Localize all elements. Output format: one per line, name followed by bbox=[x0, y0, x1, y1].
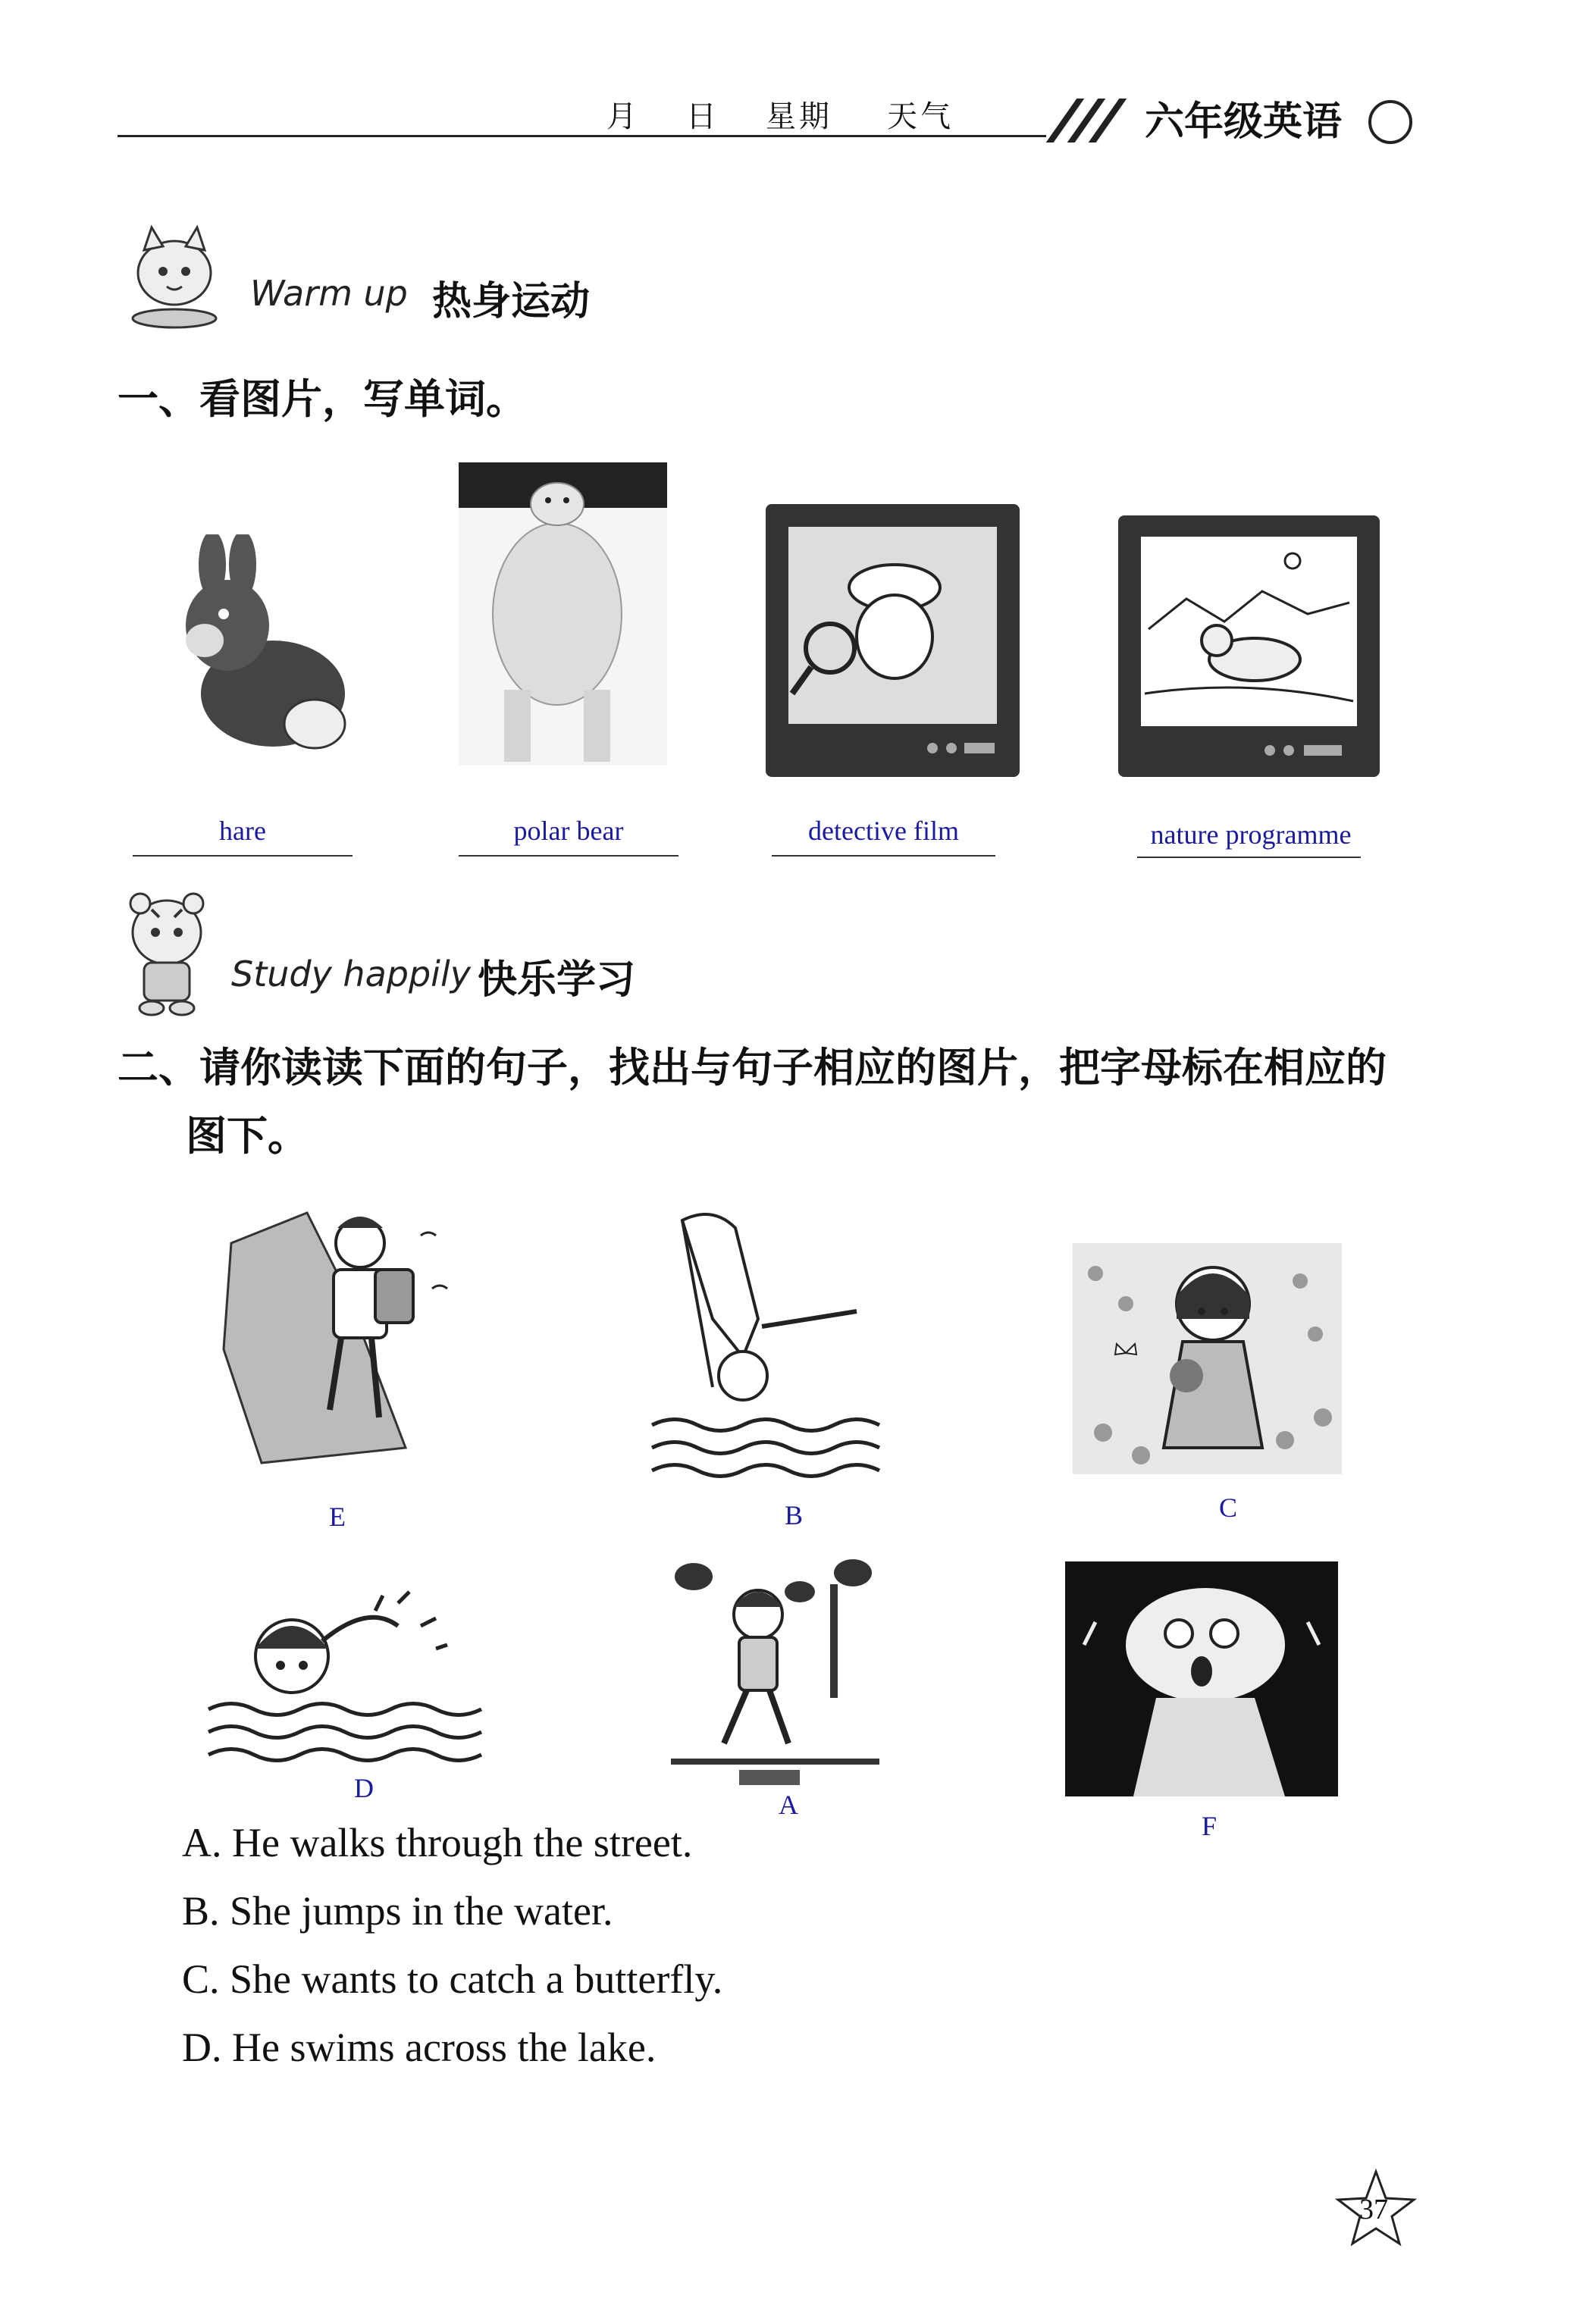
answer-line-1 bbox=[133, 855, 353, 857]
picture-label-2: B bbox=[784, 1500, 803, 1530]
answer-line-2 bbox=[459, 855, 678, 857]
diving-girl-picture bbox=[637, 1205, 895, 1482]
sentence-b: B. She jumps in the water. bbox=[182, 1888, 613, 1934]
walking-boy-picture bbox=[671, 1554, 879, 1789]
page-number: 37 bbox=[1359, 2194, 1388, 2225]
answer-3: detective film bbox=[808, 816, 959, 846]
girl-butterfly-picture bbox=[1073, 1243, 1342, 1474]
cat-mascot-icon bbox=[118, 220, 231, 341]
picture-label-5: A bbox=[779, 1790, 798, 1820]
picture-label-3: C bbox=[1218, 1492, 1237, 1523]
header-month: 月 bbox=[606, 99, 640, 134]
picture-label-4: D bbox=[354, 1773, 374, 1803]
answer-line-3 bbox=[772, 855, 995, 857]
hare-picture bbox=[159, 534, 356, 762]
header-weekday: 星期 bbox=[766, 99, 832, 134]
detective-tv-picture bbox=[766, 504, 1020, 777]
polar-bear-picture bbox=[459, 462, 667, 766]
answer-line-4 bbox=[1137, 857, 1361, 858]
sentence-c: C. She wants to catch a butterfly. bbox=[182, 1956, 723, 2002]
header-weather: 天气 bbox=[887, 99, 954, 134]
header-day: 日 bbox=[686, 99, 719, 134]
header-circle-icon bbox=[1368, 100, 1412, 144]
question-2-title-line1: 二、请你读读下面的句子，找出与句子相应的图片，把字母标在相应的 bbox=[118, 1044, 1387, 1092]
question-1-title: 一、看图片，写单词。 bbox=[118, 375, 527, 423]
answer-4: nature programme bbox=[1150, 819, 1352, 850]
study-cn-title: 快乐学习 bbox=[478, 957, 636, 1003]
question-2-title-line2: 图下。 bbox=[186, 1112, 309, 1160]
answer-1: hare bbox=[219, 816, 266, 846]
answer-2: polar bear bbox=[513, 816, 624, 846]
sentence-d: D. He swims across the lake. bbox=[182, 2025, 657, 2070]
nature-tv-picture bbox=[1118, 515, 1380, 777]
warmup-cn-title: 热身运动 bbox=[432, 279, 591, 324]
swimming-boy-picture bbox=[201, 1580, 485, 1762]
tiger-mascot-icon bbox=[114, 887, 220, 1019]
picture-label-1: E bbox=[329, 1502, 346, 1532]
climbing-boy-picture bbox=[216, 1198, 459, 1467]
warmup-en-title: Warm up bbox=[250, 273, 408, 314]
picture-label-6: F bbox=[1201, 1811, 1218, 1841]
scared-woman-picture bbox=[1065, 1561, 1338, 1796]
sentence-a: A. He walks through the street. bbox=[182, 1820, 693, 1865]
study-en-title: Study happily bbox=[231, 954, 471, 994]
book-title: 六年级英语 bbox=[1145, 99, 1343, 145]
